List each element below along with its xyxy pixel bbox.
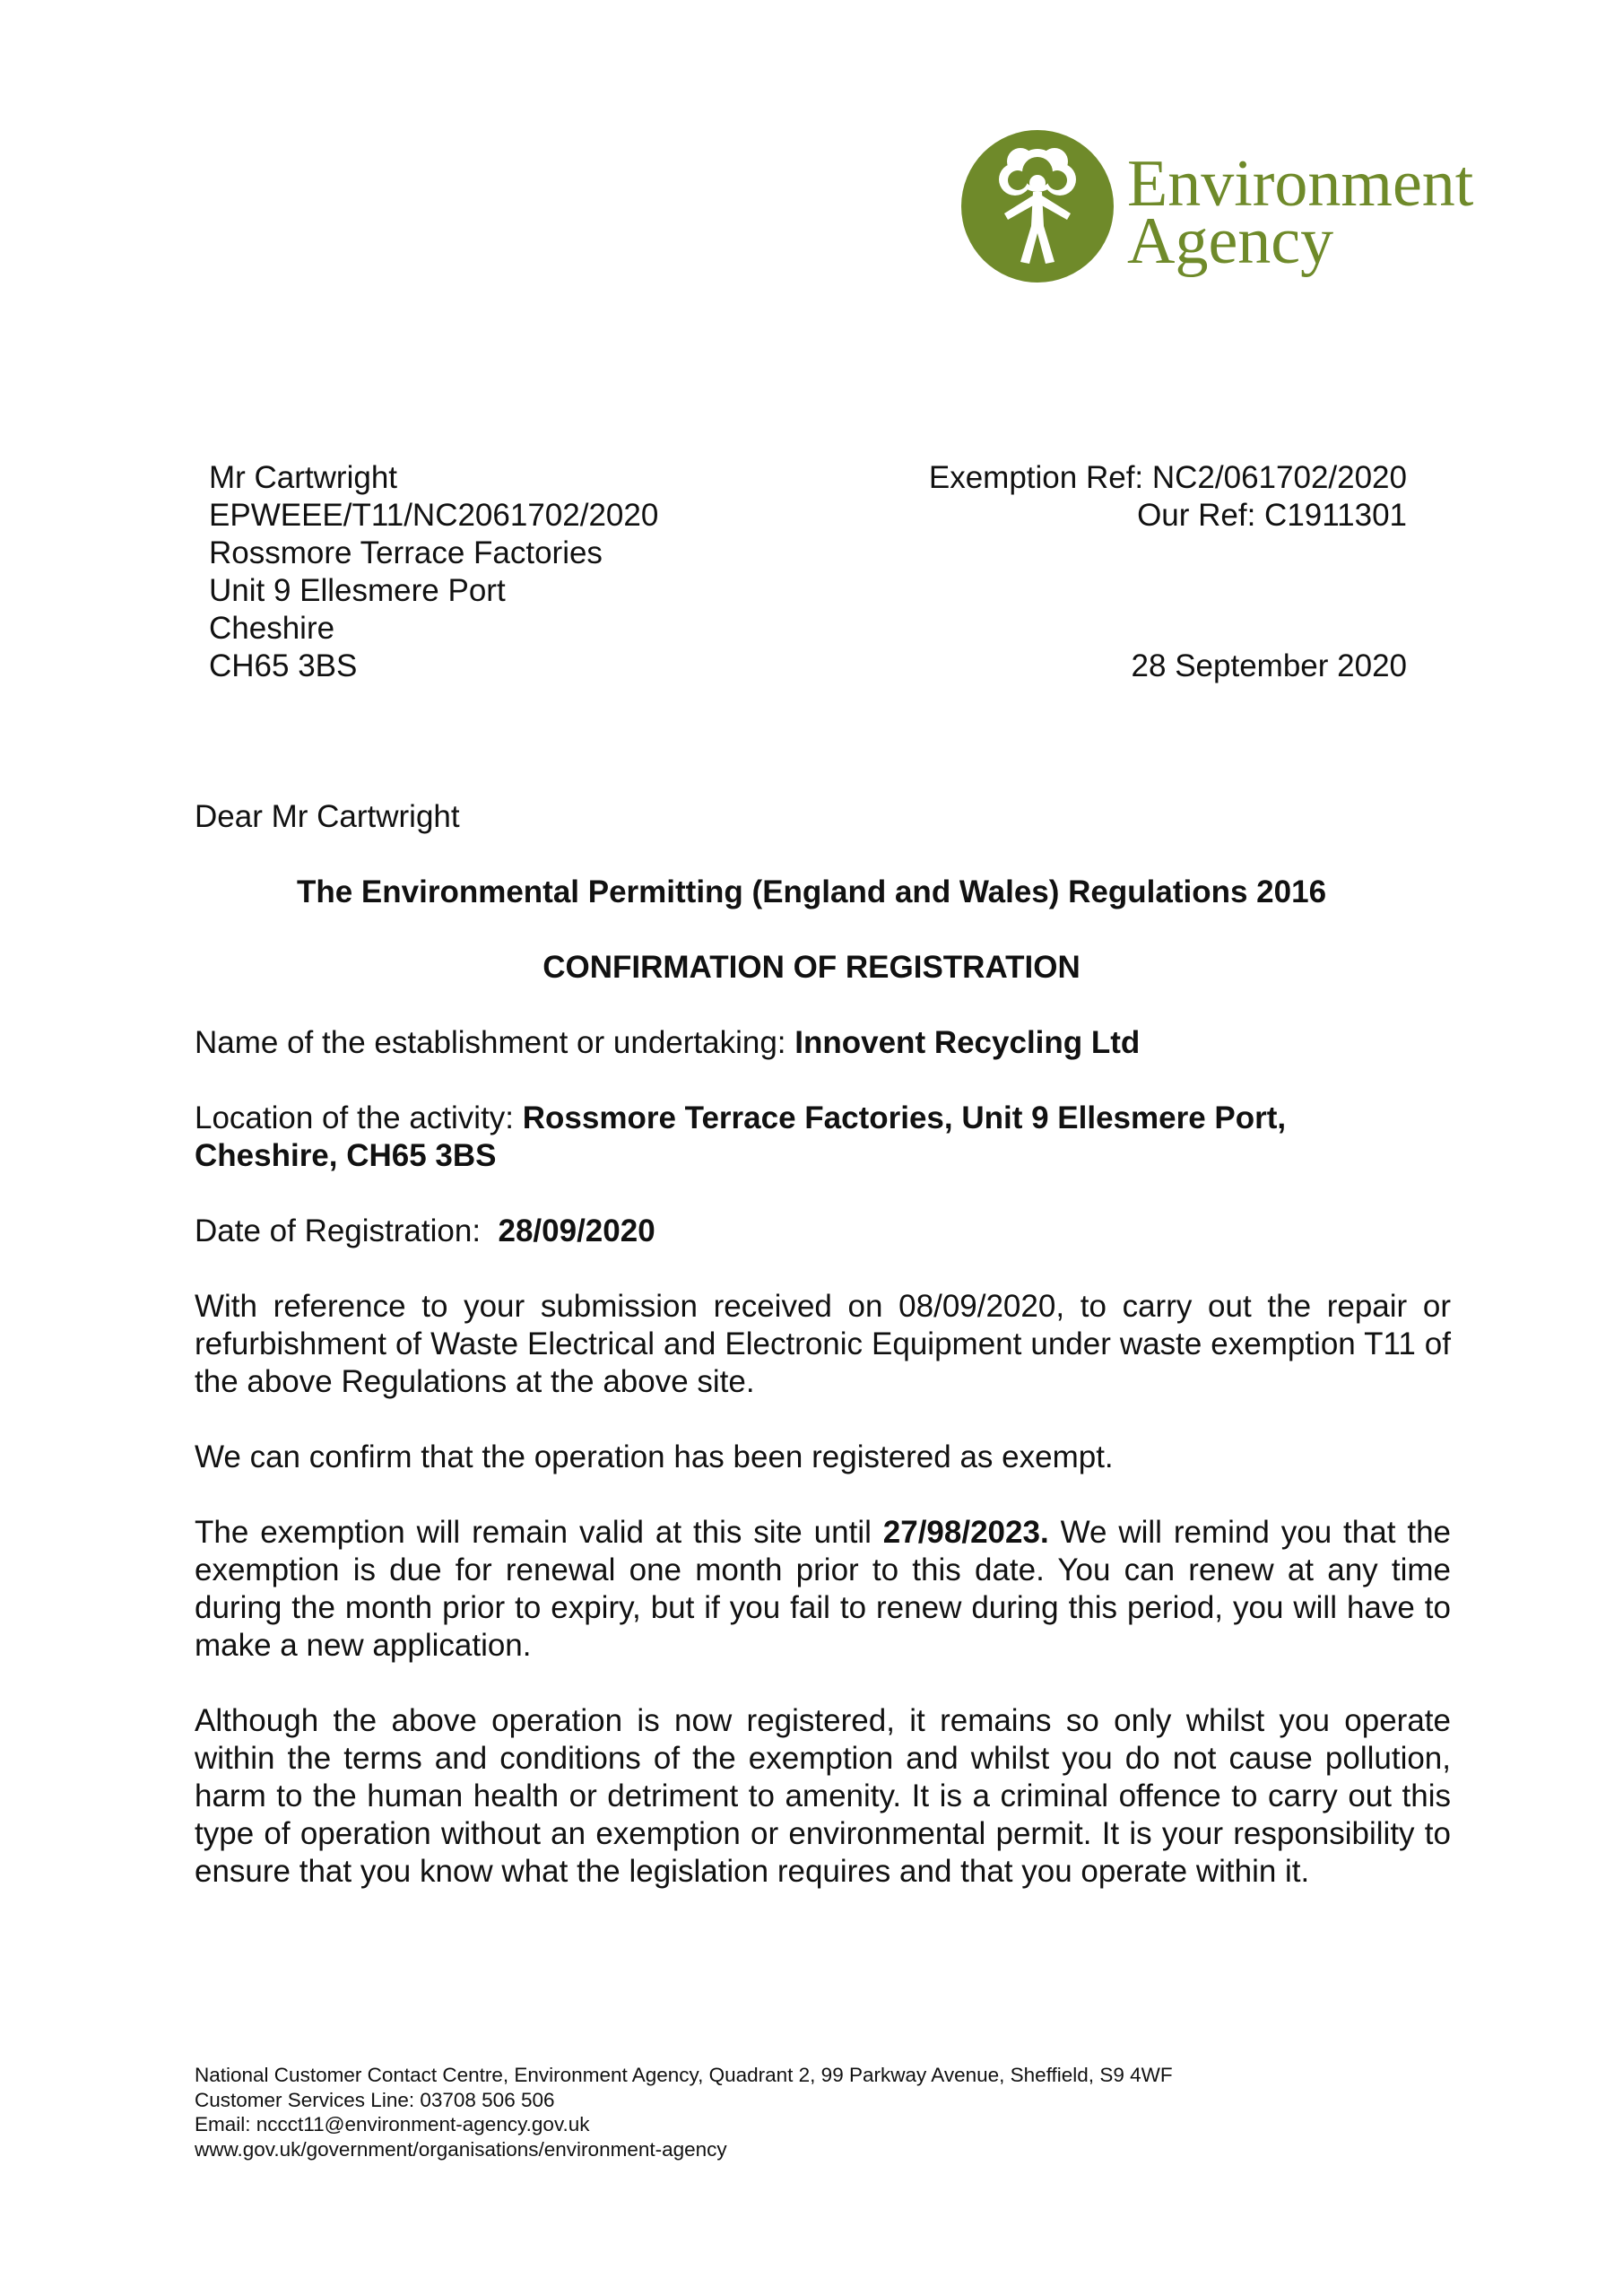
footer-address: National Customer Contact Centre, Environment Agency, Quadrant 2, 99 Parkway Avenue, Sheffield, S9 4WF — [195, 2064, 1173, 2086]
footer-phone: Customer Services Line: 03708 506 506 — [195, 2088, 555, 2111]
recipient-name: Mr Cartwright — [209, 460, 398, 495]
registration-value: 28/09/2020 — [498, 1213, 655, 1248]
paragraph-submission: With reference to your submission received on 08/09/2020, to carry out the repair or refurbishment of Waste Electrical and Electronic Equipment under waste exemption T11 of the above Regulations at the above site. — [195, 1289, 1451, 1399]
establishment-label: Name of the establishment or undertaking: — [195, 1025, 795, 1060]
footer-email: Email: nccct11@environment-agency.gov.uk — [195, 2113, 590, 2135]
validity-date: 27/98/2023. — [882, 1515, 1049, 1550]
recipient-address-line2: Unit 9 Ellesmere Port — [209, 573, 506, 608]
registration-line — [195, 1213, 1450, 1250]
paragraph-registered: We can confirm that the operation has been registered as exempt. — [195, 1439, 1114, 1474]
location-label: Location of the activity: — [195, 1100, 523, 1135]
reference-block — [929, 459, 1407, 535]
validity-suffix: We will remind you that the exemption is due for renewal one month prior to this date. You can renew at any time during the month prior to expiry, but if you fail to renew during this period, you will have to make a new application. — [195, 1515, 1451, 1663]
registration-label: Date of Registration: — [195, 1213, 499, 1248]
our-ref: Our Ref: C1911301 — [1137, 498, 1407, 533]
exemption-ref: Exemption Ref: NC2/061702/2020 — [928, 460, 1407, 495]
logo-text-environment: Environment — [1127, 147, 1474, 221]
location-line — [195, 1100, 1396, 1175]
recipient-county: Cheshire — [209, 611, 335, 646]
environment-agency-logo — [961, 127, 1517, 289]
paragraph-conditions: Although the above operation is now registered, it remains so only whilst you operate within the terms and conditions of the exemption and whilst you do not cause pollution, harm to the human health or detriment to amenity. It is a criminal offence to carry out this type of operation without an exemption or environmental permit. It is your responsibility to ensure that you know what the legislation requires and that you operate within it. — [195, 1703, 1451, 1889]
establishment-value: Innovent Recycling Ltd — [794, 1025, 1141, 1060]
establishment-line — [195, 1024, 1450, 1062]
recipient-address-line1: Rossmore Terrace Factories — [209, 535, 603, 570]
letter-date: 28 September 2020 — [1131, 648, 1407, 683]
footer-contact — [195, 2063, 1173, 2161]
tree-figure-icon — [961, 127, 1114, 284]
logo-text-agency: Agency — [1127, 204, 1334, 278]
validity-prefix: The exemption will remain valid at this site until — [195, 1515, 883, 1550]
footer-website: www.gov.uk/government/organisations/environment-agency — [195, 2137, 727, 2161]
confirmation-heading: CONFIRMATION OF REGISTRATION — [542, 950, 1081, 985]
recipient-postcode: CH65 3BS — [209, 648, 358, 683]
location-value: Rossmore Terrace Factories, Unit 9 Ellesmere Port, Cheshire, CH65 3BS — [195, 1100, 1287, 1173]
salutation: Dear Mr Cartwright — [195, 799, 460, 834]
regulation-title: The Environmental Permitting (England and Wales) Regulations 2016 — [296, 874, 1327, 909]
recipient-address — [209, 459, 658, 685]
paragraph-validity — [195, 1514, 1451, 1665]
recipient-ref: EPWEEE/T11/NC2061702/2020 — [209, 498, 659, 533]
